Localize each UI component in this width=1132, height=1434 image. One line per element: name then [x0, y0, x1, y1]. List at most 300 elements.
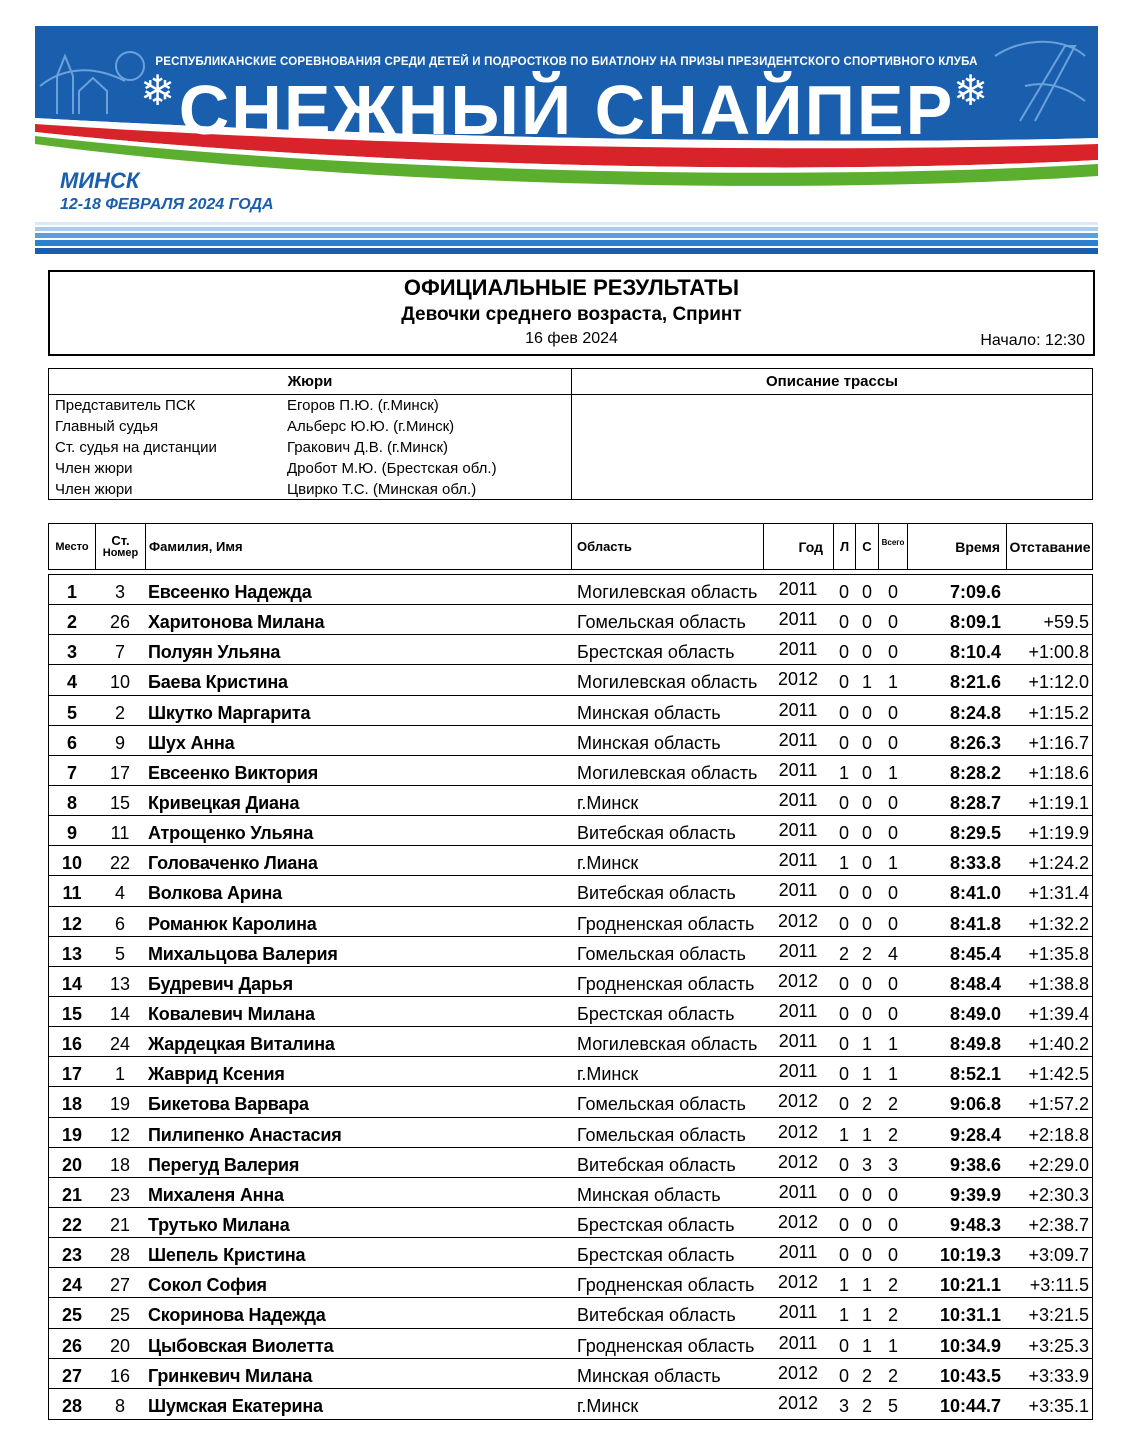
year-cell: 2011 — [778, 850, 818, 871]
gap-cell: +2:38.7 — [1028, 1214, 1089, 1235]
total-misses-cell: 0 — [887, 792, 898, 813]
banner-title: СНЕЖНЫЙ СНАЙПЕР — [178, 71, 955, 149]
gap-cell: +3:33.9 — [1028, 1365, 1089, 1386]
total-misses-cell: 1 — [887, 1034, 898, 1055]
standing-misses-cell: 2 — [861, 1395, 872, 1416]
snowflake-icon: ❄ — [953, 67, 989, 114]
results-title-box — [48, 270, 1095, 356]
athlete-name: Цыбовская Виолетта — [148, 1335, 334, 1356]
year-cell: 2011 — [778, 579, 818, 599]
prone-misses-cell: 0 — [838, 913, 849, 934]
total-misses-cell: 0 — [887, 612, 898, 633]
table-row — [49, 1268, 1092, 1298]
table-row — [49, 907, 1092, 937]
total-misses-cell: 2 — [887, 1305, 898, 1326]
gap-cell: +3:25.3 — [1028, 1335, 1089, 1356]
table-row — [49, 1389, 1092, 1419]
year-cell: 2012 — [777, 669, 819, 690]
athlete-name: Жардецкая Виталина — [148, 1034, 335, 1055]
time-cell: 8:49.8 — [949, 1034, 1001, 1055]
table-row — [49, 816, 1092, 846]
table-row — [49, 1118, 1092, 1148]
athlete-name: Михаленя Анна — [148, 1184, 284, 1205]
standing-misses-cell: 1 — [861, 1124, 872, 1145]
year-cell: 2011 — [778, 1000, 818, 1021]
bib-cell: 26 — [109, 612, 131, 633]
jury-person: Альберс Ю.Ю. (г.Минск) — [287, 418, 455, 435]
col-bib — [96, 524, 146, 569]
gap-cell: +2:18.8 — [1028, 1124, 1089, 1145]
col-bib-bottom: Номер — [102, 546, 139, 559]
bib-cell: 21 — [109, 1214, 131, 1235]
table-row — [49, 1057, 1092, 1087]
total-misses-cell: 1 — [887, 1335, 898, 1356]
athlete-name: Харитонова Милана — [148, 612, 325, 633]
table-row — [49, 605, 1092, 635]
results-table — [48, 574, 1093, 1420]
standing-misses-cell: 1 — [861, 1034, 872, 1055]
bib-cell: 13 — [109, 973, 131, 994]
table-row — [49, 575, 1092, 605]
banner-subtitle: РЕСПУБЛИКАНСКИЕ СОРЕВНОВАНИЯ СРЕДИ ДЕТЕЙ И ПОДРОСТКОВ ПО БИАТЛОНУ НА ПРИЗЫ ПРЕЗИДЕНТСКОГО СПОРТИВНОГО КЛУБА — [155, 56, 978, 68]
table-row — [49, 665, 1092, 695]
prone-misses-cell: 0 — [838, 672, 849, 693]
athlete-name: Будревич Дарья — [148, 973, 293, 994]
gap-cell: +1:35.8 — [1028, 943, 1089, 964]
time-cell: 8:29.5 — [949, 823, 1001, 844]
page-title: ОФИЦИАЛЬНЫЕ РЕЗУЛЬТАТЫ — [403, 275, 740, 300]
table-row — [49, 756, 1092, 786]
table-row — [49, 1298, 1092, 1328]
place-cell: 16 — [61, 1034, 83, 1055]
year-cell: 2011 — [778, 820, 818, 841]
place-cell: 28 — [61, 1395, 83, 1416]
year-cell: 2011 — [778, 1061, 818, 1082]
place-cell: 6 — [66, 732, 77, 753]
year-cell: 2012 — [777, 1091, 819, 1112]
prone-misses-cell: 0 — [838, 702, 849, 723]
place-cell: 25 — [61, 1305, 83, 1326]
standing-misses-cell: 2 — [861, 1365, 872, 1386]
region-cell: Брестская область — [577, 1003, 735, 1024]
time-cell: 8:41.8 — [949, 913, 1001, 934]
time-cell: 10:34.9 — [939, 1335, 1001, 1356]
jury-header: Жюри — [49, 369, 571, 395]
gap-cell: +1:24.2 — [1028, 853, 1089, 874]
region-cell: Витебская область — [577, 1305, 736, 1326]
year-cell: 2011 — [778, 699, 818, 720]
region-cell: Витебская область — [577, 823, 736, 844]
table-row — [49, 1238, 1092, 1268]
gap-cell: +1:31.4 — [1028, 883, 1089, 904]
gap-cell: +1:18.6 — [1028, 762, 1089, 783]
event-banner — [35, 26, 1098, 254]
table-row — [49, 726, 1092, 756]
time-cell: 8:33.8 — [949, 853, 1001, 874]
table-row — [49, 1148, 1092, 1178]
prone-misses-cell: 0 — [838, 1335, 849, 1356]
region-cell: Минская область — [577, 1184, 721, 1205]
place-cell: 1 — [66, 582, 77, 602]
gap-cell: +1:57.2 — [1028, 1094, 1089, 1115]
total-misses-cell: 1 — [887, 1064, 898, 1085]
col-year: Год — [764, 524, 834, 569]
place-cell: 14 — [61, 973, 83, 994]
region-cell: Гродненская область — [577, 1335, 755, 1356]
time-cell: 10:31.1 — [939, 1305, 1001, 1326]
gap-cell: +1:19.9 — [1028, 823, 1089, 844]
year-cell: 2011 — [778, 789, 818, 810]
bib-cell: 2 — [114, 702, 125, 723]
region-cell: Брестская область — [577, 642, 735, 663]
standing-misses-cell: 0 — [861, 582, 872, 602]
standing-misses-cell: 1 — [861, 1275, 872, 1296]
time-cell: 8:28.7 — [949, 792, 1001, 813]
total-misses-cell: 0 — [887, 702, 898, 723]
gap-cell: +1:40.2 — [1028, 1034, 1089, 1055]
prone-misses-cell: 0 — [838, 973, 849, 994]
total-misses-cell: 0 — [887, 973, 898, 994]
region-cell: Минская область — [577, 702, 721, 723]
time-cell: 10:21.1 — [939, 1275, 1001, 1296]
gap-cell: +2:29.0 — [1028, 1154, 1089, 1175]
athlete-name: Ковалевич Милана — [148, 1003, 315, 1024]
gap-cell: +1:15.2 — [1028, 702, 1089, 723]
athlete-name: Романюк Каролина — [148, 913, 317, 934]
prone-misses-cell: 3 — [838, 1395, 849, 1416]
total-misses-cell: 3 — [887, 1154, 898, 1175]
bib-cell: 22 — [109, 853, 131, 874]
place-cell: 8 — [66, 792, 77, 813]
athlete-name: Трутько Милана — [148, 1214, 290, 1235]
table-row — [49, 876, 1092, 906]
time-cell: 10:43.5 — [939, 1365, 1001, 1386]
jury-person: Егоров П.Ю. (г.Минск) — [287, 397, 439, 414]
place-cell: 5 — [66, 702, 77, 723]
gap-cell: +1:38.8 — [1028, 973, 1089, 994]
prone-misses-cell: 1 — [838, 1305, 849, 1326]
time-cell: 8:48.4 — [949, 973, 1001, 994]
athlete-name: Кривецкая Диана — [148, 792, 300, 813]
athlete-name: Атрощенко Ульяна — [148, 823, 314, 844]
athlete-name: Шумская Екатерина — [148, 1395, 323, 1416]
prone-misses-cell: 0 — [838, 1034, 849, 1055]
athlete-name: Головаченко Лиана — [148, 853, 318, 874]
table-row — [49, 1329, 1092, 1359]
athlete-name: Полуян Ульяна — [148, 642, 281, 663]
jury-person: Дробот М.Ю. (Брестская обл.) — [287, 460, 497, 477]
place-cell: 22 — [61, 1214, 83, 1235]
year-cell: 2011 — [778, 1181, 818, 1202]
standing-misses-cell: 0 — [861, 732, 872, 753]
prone-misses-cell: 0 — [838, 732, 849, 753]
region-cell: Минская область — [577, 1365, 721, 1386]
standing-misses-cell: 0 — [861, 1184, 872, 1205]
athlete-name: Шепель Кристина — [148, 1245, 306, 1266]
prone-misses-cell: 0 — [838, 1365, 849, 1386]
year-cell: 2012 — [777, 1362, 819, 1383]
bib-cell: 11 — [110, 823, 130, 844]
region-cell: Могилевская область — [577, 1034, 758, 1055]
standing-misses-cell: 0 — [861, 1003, 872, 1024]
total-misses-cell: 4 — [887, 943, 898, 964]
gap-cell: +1:32.2 — [1028, 913, 1089, 934]
gap-cell: +1:12.0 — [1028, 672, 1089, 693]
bib-cell: 18 — [109, 1154, 131, 1175]
total-misses-cell: 0 — [887, 883, 898, 904]
bib-cell: 6 — [114, 913, 125, 934]
time-cell: 8:21.6 — [949, 672, 1001, 693]
jury-role: Главный судья — [55, 418, 159, 435]
year-cell: 2011 — [778, 1031, 818, 1052]
total-misses-cell: 0 — [887, 823, 898, 844]
time-cell: 8:49.0 — [949, 1003, 1001, 1024]
start-time: Начало: 12:30 — [980, 332, 1085, 349]
athlete-name: Евсеенко Виктория — [148, 762, 319, 783]
region-cell: г.Минск — [577, 853, 639, 874]
gap-cell: +3:09.7 — [1028, 1245, 1089, 1266]
total-misses-cell: 0 — [887, 732, 898, 753]
bib-cell: 8 — [114, 1395, 125, 1416]
athlete-name: Жаврид Ксения — [148, 1064, 285, 1085]
year-cell: 2012 — [777, 1151, 819, 1172]
time-cell: 8:52.1 — [949, 1064, 1001, 1085]
prone-misses-cell: 0 — [838, 1003, 849, 1024]
bib-cell: 28 — [109, 1245, 131, 1266]
time-cell: 9:28.4 — [949, 1124, 1001, 1145]
table-row — [49, 1178, 1092, 1208]
prone-misses-cell: 0 — [838, 792, 849, 813]
region-cell: Гомельская область — [577, 1094, 746, 1115]
region-cell: Гродненская область — [577, 913, 755, 934]
athlete-name: Шкутко Маргарита — [148, 702, 311, 723]
total-misses-cell: 0 — [887, 582, 898, 602]
time-cell: 9:39.9 — [949, 1184, 1001, 1205]
time-cell: 8:09.1 — [949, 612, 1001, 633]
table-row — [49, 1359, 1092, 1389]
place-cell: 24 — [61, 1275, 83, 1296]
place-cell: 9 — [66, 823, 77, 844]
prone-misses-cell: 0 — [838, 1154, 849, 1175]
standing-misses-cell: 1 — [861, 1305, 872, 1326]
region-cell: г.Минск — [577, 792, 639, 813]
standing-misses-cell: 1 — [861, 1335, 872, 1356]
prone-misses-cell: 0 — [838, 1094, 849, 1115]
race-category: Девочки среднего возраста, Спринт — [401, 304, 742, 325]
jury-role: Ст. судья на дистанции — [55, 439, 217, 456]
time-cell: 8:24.8 — [949, 702, 1001, 723]
prone-misses-cell: 1 — [838, 1275, 849, 1296]
place-cell: 13 — [61, 943, 83, 964]
athlete-name: Баева Кристина — [148, 672, 288, 693]
gap-cell: +1:16.7 — [1028, 732, 1089, 753]
year-cell: 2012 — [777, 910, 819, 931]
table-row — [49, 846, 1092, 876]
bib-cell: 1 — [114, 1064, 125, 1085]
total-misses-cell: 0 — [887, 1214, 898, 1235]
prone-misses-cell: 0 — [838, 1245, 849, 1266]
standing-misses-cell: 0 — [861, 913, 872, 934]
athlete-name: Михальцова Валерия — [148, 943, 338, 964]
standing-misses-cell: 1 — [861, 1064, 872, 1085]
total-misses-cell: 1 — [887, 762, 898, 783]
region-cell: Гомельская область — [577, 1124, 746, 1145]
gap-cell: +1:42.5 — [1028, 1064, 1089, 1085]
jury-role: Представитель ПСК — [55, 397, 196, 414]
prone-misses-cell: 0 — [838, 883, 849, 904]
region-cell: Могилевская область — [577, 672, 758, 693]
gap-cell: +2:30.3 — [1028, 1184, 1089, 1205]
gap-cell — [1007, 575, 1089, 604]
total-misses-cell: 2 — [887, 1124, 898, 1145]
athlete-name: Перегуд Валерия — [148, 1154, 300, 1175]
table-row — [49, 1027, 1092, 1057]
total-misses-cell: 0 — [887, 642, 898, 663]
standing-misses-cell: 0 — [861, 1214, 872, 1235]
standing-misses-cell: 0 — [861, 612, 872, 633]
jury-role: Член жюри — [55, 460, 133, 477]
table-row — [49, 1208, 1092, 1238]
total-misses-cell: 0 — [887, 1184, 898, 1205]
year-cell: 2012 — [777, 1121, 819, 1142]
total-misses-cell: 0 — [887, 913, 898, 934]
region-cell: Гродненская область — [577, 973, 755, 994]
year-cell: 2012 — [777, 1392, 819, 1413]
place-cell: 12 — [61, 913, 83, 934]
place-cell: 27 — [61, 1365, 83, 1386]
bib-cell: 20 — [109, 1335, 131, 1356]
standing-misses-cell: 0 — [861, 823, 872, 844]
athlete-name: Сокол София — [148, 1275, 267, 1296]
bib-cell: 10 — [109, 672, 131, 693]
place-cell: 11 — [62, 883, 82, 904]
bib-cell: 25 — [109, 1305, 131, 1326]
athlete-name: Гринкевич Милана — [148, 1365, 313, 1386]
bib-cell: 9 — [114, 732, 125, 753]
col-total: Всего — [879, 524, 908, 569]
standing-misses-cell: 0 — [861, 702, 872, 723]
event-dates: 12-18 ФЕВРАЛЯ 2024 ГОДА — [60, 196, 274, 213]
athlete-name: Пилипенко Анастасия — [148, 1124, 342, 1145]
year-cell: 2012 — [777, 970, 819, 991]
gap-cell: +3:21.5 — [1028, 1305, 1089, 1326]
prone-misses-cell: 2 — [838, 943, 849, 964]
jury-person: Цвирко Т.С. (Минская обл.) — [287, 481, 477, 498]
race-date: 16 фев 2024 — [525, 330, 618, 347]
standing-misses-cell: 2 — [861, 1094, 872, 1115]
table-row — [49, 937, 1092, 967]
table-row — [49, 696, 1092, 726]
year-cell: 2012 — [777, 1211, 819, 1232]
time-cell: 9:48.3 — [949, 1214, 1001, 1235]
total-misses-cell: 0 — [887, 1003, 898, 1024]
track-description-header: Описание трассы — [572, 369, 1092, 395]
place-cell: 4 — [66, 672, 77, 693]
gap-cell: +3:11.5 — [1029, 1275, 1089, 1296]
table-row — [49, 997, 1092, 1027]
col-time: Время — [908, 524, 1007, 569]
table-row — [49, 1087, 1092, 1117]
time-cell: 9:38.6 — [949, 1154, 1001, 1175]
region-cell: Гомельская область — [577, 943, 746, 964]
bib-cell: 24 — [109, 1034, 131, 1055]
bib-cell: 27 — [109, 1275, 131, 1296]
place-cell: 15 — [61, 1003, 83, 1024]
athlete-name: Скоринова Надежда — [148, 1305, 326, 1326]
region-cell: Брестская область — [577, 1214, 735, 1235]
standing-misses-cell: 3 — [861, 1154, 872, 1175]
standing-misses-cell: 1 — [861, 672, 872, 693]
standing-misses-cell: 0 — [861, 883, 872, 904]
standing-misses-cell: 0 — [861, 973, 872, 994]
table-row — [49, 635, 1092, 665]
total-misses-cell: 5 — [887, 1395, 898, 1416]
total-misses-cell: 1 — [887, 672, 898, 693]
col-bib-top: Ст. — [111, 532, 130, 548]
region-cell: Брестская область — [577, 1245, 735, 1266]
time-cell: 10:19.3 — [939, 1245, 1001, 1266]
place-cell: 17 — [61, 1064, 83, 1085]
bib-cell: 15 — [109, 792, 131, 813]
place-cell: 26 — [61, 1335, 83, 1356]
year-cell: 2011 — [778, 1242, 818, 1263]
place-cell: 10 — [61, 853, 83, 874]
place-cell: 21 — [61, 1184, 83, 1205]
total-misses-cell: 2 — [887, 1365, 898, 1386]
jury-role: Член жюри — [55, 481, 133, 498]
standing-misses-cell: 0 — [861, 853, 872, 874]
time-cell: 9:06.8 — [949, 1094, 1001, 1115]
col-place: Место — [49, 524, 96, 569]
year-cell: 2011 — [778, 1302, 818, 1323]
bib-cell: 12 — [109, 1124, 131, 1145]
place-cell: 23 — [61, 1245, 83, 1266]
year-cell: 2011 — [778, 729, 818, 750]
region-cell: Витебская область — [577, 883, 736, 904]
total-misses-cell: 2 — [887, 1275, 898, 1296]
place-cell: 20 — [61, 1154, 83, 1175]
athlete-name: Евсеенко Надежда — [148, 582, 312, 602]
year-cell: 2011 — [778, 1332, 818, 1353]
standing-misses-cell: 2 — [861, 943, 872, 964]
region-cell: Гродненская область — [577, 1275, 755, 1296]
gap-cell: +3:35.1 — [1028, 1395, 1089, 1416]
total-misses-cell: 0 — [887, 1245, 898, 1266]
region-cell: Могилевская область — [577, 582, 758, 602]
region-cell: Гомельская область — [577, 612, 746, 633]
gap-cell: +59.5 — [1043, 612, 1089, 633]
place-cell: 19 — [61, 1124, 83, 1145]
table-row — [49, 967, 1092, 997]
athlete-name: Шух Анна — [148, 732, 235, 753]
prone-misses-cell: 0 — [838, 1184, 849, 1205]
place-cell: 2 — [66, 612, 77, 633]
gap-cell: +1:00.8 — [1028, 642, 1089, 663]
table-row — [49, 786, 1092, 816]
year-cell: 2011 — [778, 639, 818, 660]
col-region: Область — [572, 524, 764, 569]
year-cell: 2011 — [778, 759, 818, 780]
time-cell: 8:45.4 — [949, 943, 1001, 964]
gap-cell: +1:19.1 — [1028, 792, 1089, 813]
place-cell: 18 — [61, 1094, 83, 1115]
prone-misses-cell: 1 — [838, 853, 849, 874]
gap-cell: +1:39.4 — [1028, 1003, 1089, 1024]
athlete-name: Бикетова Варвара — [148, 1094, 309, 1115]
region-cell: г.Минск — [577, 1064, 639, 1085]
region-cell: г.Минск — [577, 1395, 639, 1416]
region-cell: Минская область — [577, 732, 721, 753]
